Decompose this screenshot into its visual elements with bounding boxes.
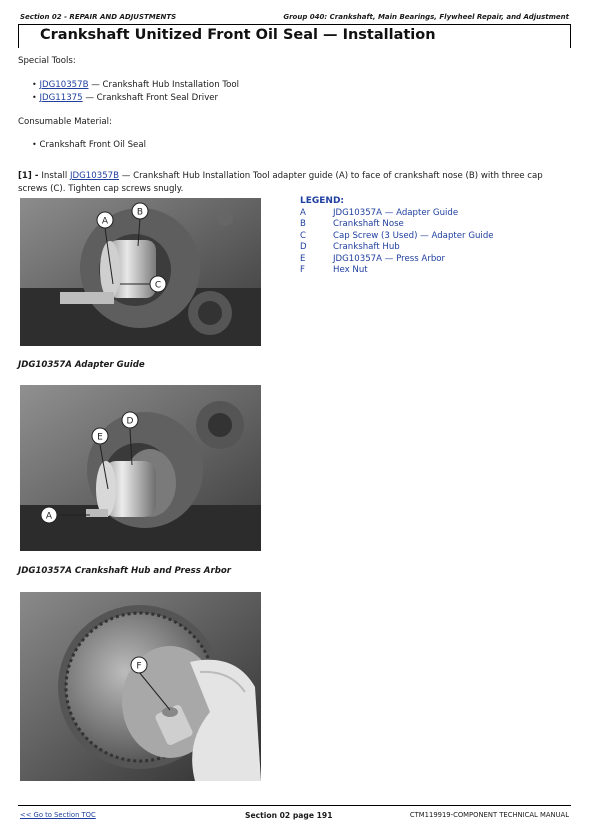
- bullet-icon: •: [32, 80, 37, 89]
- callout-e: [92, 428, 108, 444]
- step-text: Install: [41, 171, 70, 181]
- title-bracket-right: [570, 24, 571, 48]
- tool-desc: — Crankshaft Hub Installation Tool: [88, 80, 240, 90]
- legend-text: JDG10357A — Press Arbor: [333, 253, 446, 264]
- callout-label: F: [136, 661, 142, 672]
- legend-title: LEGEND:: [300, 196, 345, 206]
- callout-d: [122, 412, 138, 428]
- tool-link-jdg10357b[interactable]: JDG10357B: [39, 80, 89, 90]
- legend-text: JDG10357A — Adapter Guide: [333, 208, 459, 218]
- step-1-line-2: screws (C). Tighten cap screws snugly.: [18, 184, 184, 194]
- callout-c: [150, 276, 166, 292]
- legend-key: E: [300, 253, 306, 264]
- special-tool-item: [32, 80, 239, 90]
- legend-text: Crankshaft Nose: [333, 219, 404, 230]
- callout-label: E: [97, 432, 103, 443]
- footer-rule: [18, 805, 571, 806]
- callout-label: C: [154, 280, 162, 291]
- legend-text: Crankshaft Hub: [333, 242, 400, 253]
- section-toc-link[interactable]: << Go to Section TOC: [20, 811, 96, 819]
- callout-label: D: [126, 416, 134, 427]
- callout-label: A: [101, 216, 109, 227]
- page-title: Crankshaft Unitized Front Oil Seal — Installation: [40, 27, 436, 43]
- legend-key: A: [300, 208, 306, 218]
- figure-hub-press-arbor-photo: [20, 385, 261, 551]
- callout-b: [132, 203, 148, 219]
- special-tool-item: [32, 93, 218, 103]
- step-number: [1] -: [18, 171, 42, 181]
- consumable-item: [32, 140, 146, 150]
- legend-key: F: [300, 264, 305, 275]
- title-bracket-left: [18, 24, 19, 48]
- legend-text: Cap Screw (3 Used) — Adapter Guide: [333, 230, 494, 241]
- step-tool-link[interactable]: JDG10357B: [70, 171, 120, 181]
- callout-f: [131, 657, 147, 673]
- header-rule: [18, 24, 571, 25]
- callout-a: [41, 507, 57, 523]
- figure-hex-nut-photo: [20, 592, 261, 781]
- callout-label: A: [45, 511, 53, 522]
- figure-caption: JDG10357A Crankshaft Hub and Press Arbor: [18, 566, 231, 576]
- tool-desc: — Crankshaft Front Seal Driver: [82, 93, 219, 103]
- section-header: Section 02 - REPAIR AND ADJUSTMENTS: [20, 13, 177, 21]
- callout-a: [97, 212, 113, 228]
- step-1-line-1: [18, 171, 543, 181]
- figure-adapter-guide-photo: [20, 198, 261, 346]
- page-number: Section 02 page 191: [245, 811, 333, 820]
- legend-key: C: [300, 230, 307, 241]
- figure-caption: JDG10357A Adapter Guide: [18, 360, 145, 370]
- group-header: Group 040: Crankshaft, Main Bearings, Flywheel Repair, and Adjustment: [283, 13, 569, 21]
- legend-text: Hex Nut: [333, 264, 368, 275]
- callout-label: B: [136, 207, 144, 218]
- bullet-icon: •: [32, 140, 37, 149]
- bullet-icon: •: [32, 93, 37, 102]
- step-text: — Crankshaft Hub Installation Tool adapter guide (A) to face of crankshaft nose (B) with three cap: [119, 171, 543, 181]
- consumables-heading: Consumable Material:: [18, 117, 112, 127]
- legend-key: B: [300, 219, 306, 230]
- special-tools-heading: Special Tools:: [18, 56, 76, 66]
- tool-link-jdg11375[interactable]: JDG11375: [39, 93, 83, 103]
- consumable-text: Crankshaft Front Oil Seal: [39, 140, 146, 150]
- manual-title: CTM119919-COMPONENT TECHNICAL MANUAL: [409, 811, 569, 819]
- legend-key: D: [300, 242, 307, 253]
